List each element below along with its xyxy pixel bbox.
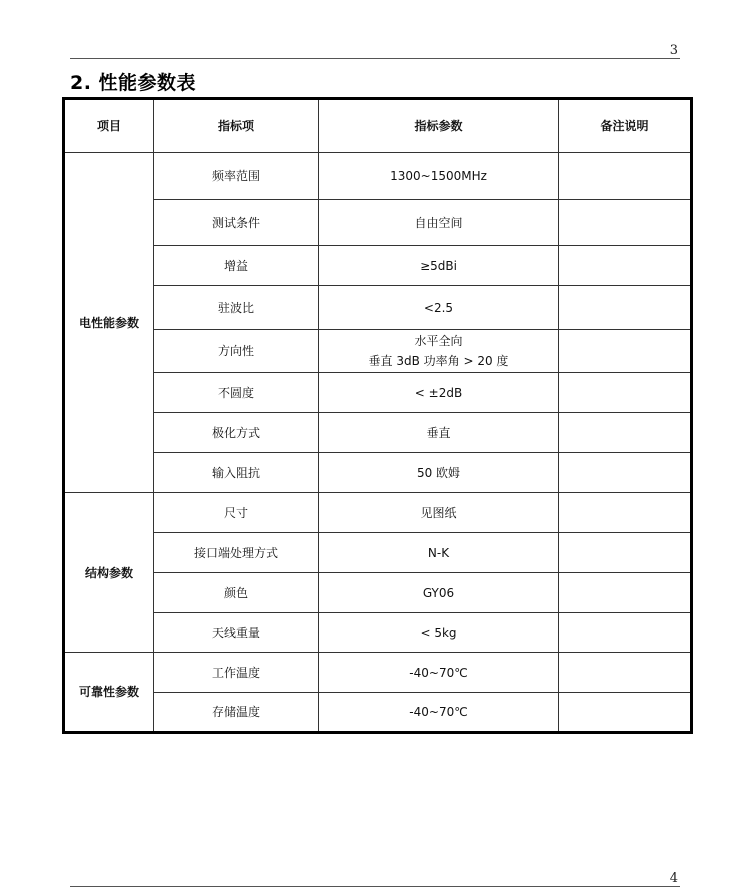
table-row	[64, 493, 692, 533]
value-line-2: 垂直 3dB 功率角 > 20 度	[368, 354, 509, 368]
indicator-cell: 不圆度	[154, 373, 319, 413]
page-number-bottom: 4	[669, 871, 678, 886]
table-row	[64, 613, 692, 653]
value-cell: 垂直	[319, 413, 559, 453]
value-cell: <2.5	[319, 286, 559, 330]
header-parameter: 指标参数	[319, 99, 559, 153]
header-indicator: 指标项	[154, 99, 319, 153]
indicator-cell: 方向性	[154, 330, 319, 373]
remark-cell	[559, 330, 692, 373]
value-cell: 自由空间	[319, 200, 559, 246]
group-electrical: 电性能参数	[64, 153, 154, 493]
remark-cell	[559, 453, 692, 493]
table-row	[64, 653, 692, 693]
table-row	[64, 693, 692, 733]
table-row	[64, 246, 692, 286]
table-header-row	[64, 99, 692, 153]
indicator-cell: 测试条件	[154, 200, 319, 246]
value-cell: < 5kg	[319, 613, 559, 653]
remark-cell	[559, 373, 692, 413]
remark-cell	[559, 693, 692, 733]
remark-cell	[559, 413, 692, 453]
value-cell: -40~70℃	[319, 693, 559, 733]
value-cell	[319, 330, 559, 373]
value-cell: 1300~1500MHz	[319, 153, 559, 200]
indicator-cell: 存储温度	[154, 693, 319, 733]
group-structural: 结构参数	[64, 493, 154, 653]
value-cell: 50 欧姆	[319, 453, 559, 493]
remark-cell	[559, 493, 692, 533]
table-row	[64, 373, 692, 413]
table-row	[64, 200, 692, 246]
header-item: 项目	[64, 99, 154, 153]
indicator-cell: 颜色	[154, 573, 319, 613]
header-rule	[70, 58, 680, 59]
indicator-cell: 极化方式	[154, 413, 319, 453]
remark-cell	[559, 653, 692, 693]
table-row	[64, 573, 692, 613]
table-row	[64, 453, 692, 493]
indicator-cell: 输入阻抗	[154, 453, 319, 493]
indicator-cell: 驻波比	[154, 286, 319, 330]
remark-cell	[559, 153, 692, 200]
performance-parameter-table	[62, 97, 693, 734]
footer-rule	[70, 886, 680, 887]
remark-cell	[559, 286, 692, 330]
table-row	[64, 286, 692, 330]
indicator-cell: 频率范围	[154, 153, 319, 200]
indicator-cell: 天线重量	[154, 613, 319, 653]
remark-cell	[559, 573, 692, 613]
page-number-top: 3	[669, 43, 678, 58]
table-row	[64, 153, 692, 200]
value-cell: GY06	[319, 573, 559, 613]
header-remarks: 备注说明	[559, 99, 692, 153]
table-row	[64, 413, 692, 453]
indicator-cell: 增益	[154, 246, 319, 286]
remark-cell	[559, 246, 692, 286]
remark-cell	[559, 613, 692, 653]
value-cell: -40~70℃	[319, 653, 559, 693]
value-cell: < ±2dB	[319, 373, 559, 413]
group-reliability: 可靠性参数	[64, 653, 154, 733]
value-cell: N-K	[319, 533, 559, 573]
indicator-cell: 接口端处理方式	[154, 533, 319, 573]
indicator-cell: 工作温度	[154, 653, 319, 693]
indicator-cell: 尺寸	[154, 493, 319, 533]
value-cell: ≥5dBi	[319, 246, 559, 286]
remark-cell	[559, 200, 692, 246]
value-cell: 见图纸	[319, 493, 559, 533]
section-title: 2. 性能参数表	[70, 72, 197, 94]
remark-cell	[559, 533, 692, 573]
table-row	[64, 533, 692, 573]
table-row	[64, 330, 692, 373]
value-line-1: 水平全向	[414, 334, 463, 348]
